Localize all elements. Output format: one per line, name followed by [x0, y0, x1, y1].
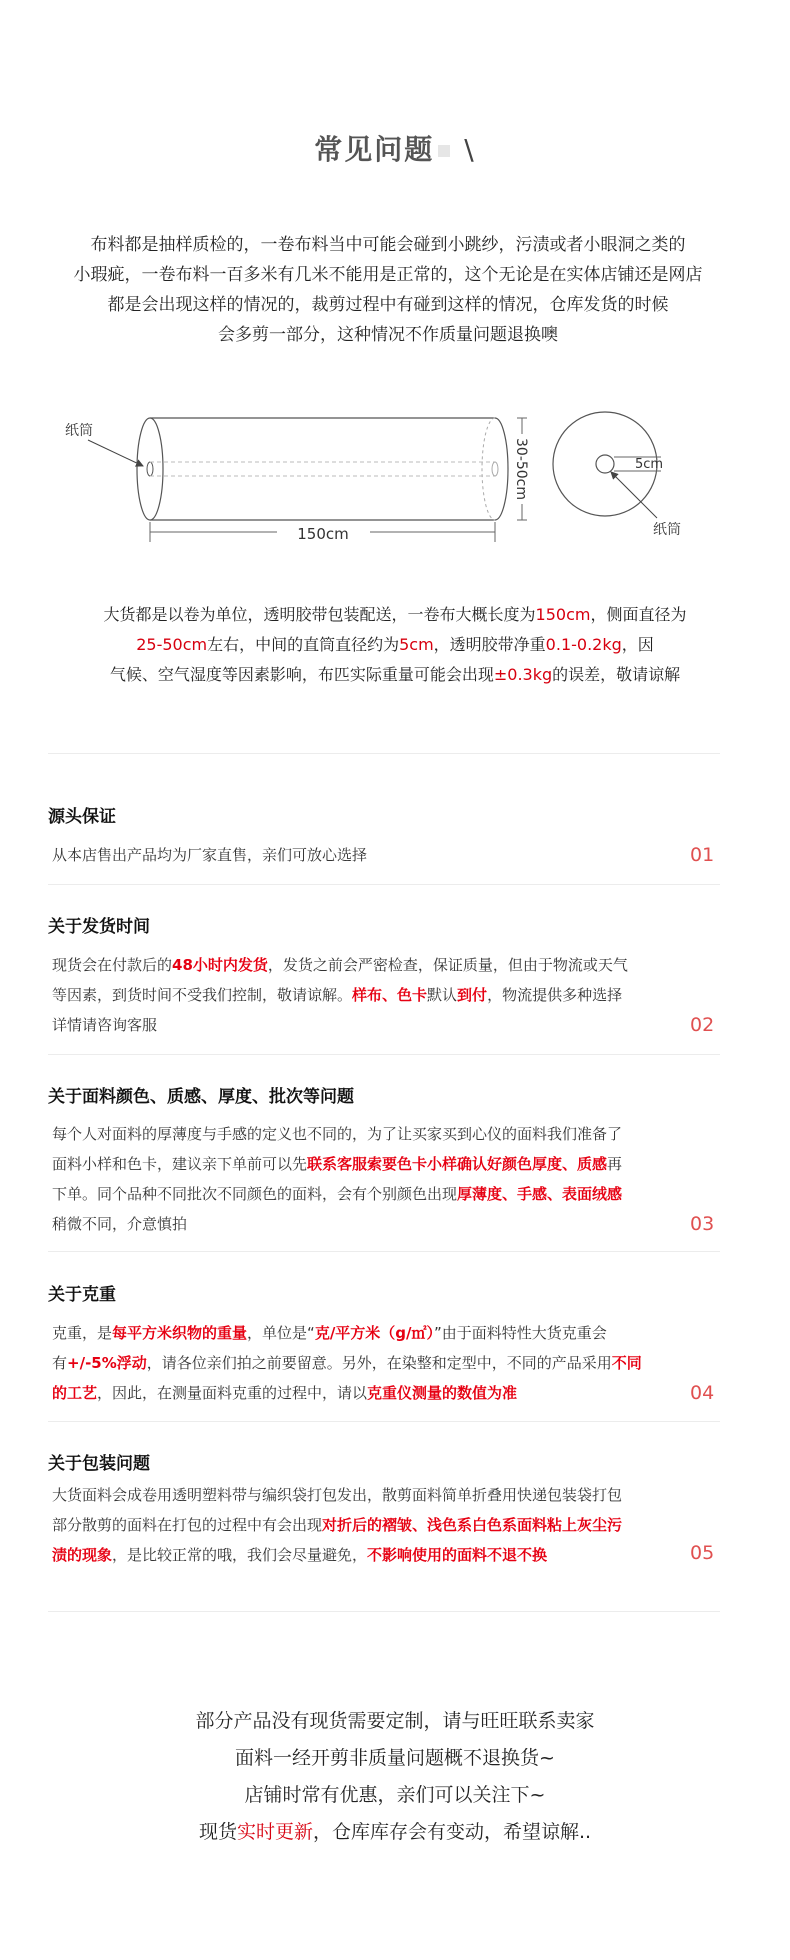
highlight-text: 48小时内发货 — [172, 956, 268, 974]
highlight-text: 克/平方米（g/㎡） — [314, 1324, 435, 1342]
diameter-label: 30-50cm — [513, 437, 529, 501]
section-text: ，因此，在测量面料克重的过程中，请以 — [97, 1384, 368, 1402]
section-number: 01 — [690, 844, 715, 866]
section-text: 克重，是 — [52, 1324, 113, 1342]
desc-text: ，侧面直径为 — [590, 605, 687, 624]
highlight-text: 不同 — [611, 1354, 642, 1372]
section-line — [52, 980, 672, 1010]
intro-line: 小瑕疵，一卷布料一百多米有几米不能用是正常的，这个无论是在实体店铺还是网店 — [73, 265, 703, 285]
desc-line-1 — [70, 600, 720, 630]
section-text: ，是比较正常的哦，我们会尽量避免， — [112, 1546, 368, 1564]
highlight-text: 渍的现象 — [52, 1546, 113, 1564]
divider — [48, 1421, 720, 1422]
section-title-source: 源头保证 — [48, 807, 116, 827]
divider — [48, 1611, 720, 1612]
section-line — [52, 1010, 672, 1040]
highlight-text: 克重仪测量的数值为准 — [367, 1384, 518, 1402]
section-text: 面料小样和色卡，建议亲下单前可以先 — [52, 1155, 308, 1173]
section-line — [52, 1179, 672, 1209]
desc-text: ，透明胶带净重 — [433, 635, 546, 654]
divider — [48, 884, 720, 885]
section-number: 05 — [690, 1542, 715, 1564]
section-text: ”由于面料特性大货克重会 — [434, 1324, 607, 1342]
section-text: 从本店售出产品均为厂家直售，亲们可放心选择 — [52, 846, 368, 864]
desc-text: 左右，中间的直筒直径约为 — [207, 635, 400, 654]
section-text: 部分散剪的面料在打包的过程中有会出现 — [52, 1516, 323, 1534]
desc-line-3 — [70, 660, 720, 690]
tube-label-right: 纸筒 — [653, 522, 681, 538]
footer-highlight: 实时更新 — [236, 1821, 313, 1843]
section-body-source — [52, 840, 672, 870]
section-text: 有 — [52, 1354, 68, 1372]
highlight-text: 样布、色卡 — [352, 986, 428, 1004]
footer-line: 店铺时常有优惠，亲们可以关注下~ — [244, 1784, 546, 1806]
roll-side-view — [137, 418, 508, 520]
section-text: ，请各位亲们拍之前要留意。另外，在染整和定型中，不同的产品采用 — [146, 1354, 612, 1372]
desc-text: 气候、空气湿度等因素影响，布匹实际重量可能会出现 — [109, 665, 494, 684]
section-text: 稍微不同，介意慎拍 — [52, 1215, 188, 1233]
section-line — [52, 1209, 672, 1239]
page-title — [0, 128, 790, 168]
divider — [48, 753, 720, 754]
diameter-value: 25-50cm — [136, 635, 208, 654]
fabric-roll-diagram — [55, 400, 681, 550]
section-body-packaging — [52, 1480, 672, 1570]
section-line — [52, 1149, 672, 1179]
section-title-fabric-quality: 关于面料颜色、质感、厚度、批次等问题 — [48, 1087, 354, 1107]
section-text: ，单位是“ — [247, 1324, 315, 1342]
section-title-packaging: 关于包装问题 — [48, 1454, 150, 1474]
highlight-text: 对折后的褶皱、浅色系白色系面料粘上灰尘污 — [322, 1516, 623, 1534]
section-text: 现货会在付款后的 — [52, 956, 173, 974]
intro-line: 布料都是抽样质检的，一卷布料当中可能会碰到小跳纱，污渍或者小眼洞之类的 — [90, 235, 686, 255]
section-body-shipping — [52, 950, 672, 1040]
highlight-text: +/-5%浮动 — [67, 1354, 147, 1372]
tube-label-left: 纸筒 — [65, 423, 93, 439]
desc-line-2 — [70, 630, 720, 660]
weight-error-value: ±0.3kg — [493, 665, 553, 684]
section-text: 默认 — [427, 986, 458, 1004]
highlight-text: 厚薄度、手感、表面绒感 — [457, 1185, 623, 1203]
desc-text: 大货都是以卷为单位，透明胶带包装配送，一卷布大概长度为 — [103, 605, 536, 624]
footer-line: 部分产品没有现货需要定制，请与旺旺联系卖家 — [195, 1710, 595, 1732]
section-number: 03 — [690, 1213, 715, 1235]
title-square-decoration — [438, 145, 450, 157]
section-title-weight: 关于克重 — [48, 1285, 116, 1305]
length-value: 150cm — [535, 605, 591, 624]
length-label: 150cm — [297, 525, 349, 543]
section-line — [52, 950, 672, 980]
highlight-text: 到付 — [457, 986, 488, 1004]
section-body-weight — [52, 1318, 672, 1408]
core-diameter-label: 5cm — [635, 457, 664, 472]
section-body-fabric-quality — [52, 1119, 672, 1239]
section-line — [52, 1348, 672, 1378]
section-line — [52, 1510, 672, 1540]
section-text: ，物流提供多种选择 — [487, 986, 623, 1004]
intro-line: 都是会出现这样的情况的，裁剪过程中有碰到这样的情况，仓库发货的时候 — [107, 295, 669, 315]
intro-paragraph — [48, 230, 728, 350]
page-title-text: 常见问题 — [314, 133, 435, 166]
title-slash-decoration: \ — [464, 133, 476, 166]
section-number: 04 — [690, 1382, 715, 1404]
section-text: 再 — [607, 1155, 623, 1173]
section-text: 大货面料会成卷用透明塑料带与编织袋打包发出，散剪面料简单折叠用快递包装袋打包 — [52, 1486, 623, 1504]
tube-arrow-left — [88, 440, 143, 466]
section-title-shipping: 关于发货时间 — [48, 917, 150, 937]
desc-text: ，因 — [621, 635, 654, 654]
section-text: 详情请咨询客服 — [52, 1016, 158, 1034]
section-text: ，发货之前会严密检查，保证质量，但由于物流或天气 — [267, 956, 628, 974]
highlight-text: 每平方米织物的重量 — [112, 1324, 248, 1342]
footer-text: ，仓库库存会有变动，希望谅解.. — [312, 1821, 592, 1843]
footer-line — [0, 1814, 790, 1851]
section-text: 下单。同个品种不同批次不同颜色的面料，会有个别颜色出现 — [52, 1185, 458, 1203]
section-line — [52, 1480, 672, 1510]
divider — [48, 1054, 720, 1055]
footer-text: 现货 — [198, 1821, 237, 1843]
tape-weight-value: 0.1-0.2kg — [545, 635, 622, 654]
core-value: 5cm — [399, 635, 434, 654]
bulk-description — [70, 600, 720, 690]
section-line — [52, 1540, 672, 1570]
footer-line: 面料一经开剪非质量问题概不退换货~ — [235, 1747, 555, 1769]
highlight-text: 的工艺 — [52, 1384, 98, 1402]
highlight-text: 不影响使用的面料不退不换 — [367, 1546, 548, 1564]
desc-text: 的误差，敬请谅解 — [552, 665, 681, 684]
divider — [48, 1251, 720, 1252]
section-text: 等因素，到货时间不受我们控制，敬请谅解。 — [52, 986, 353, 1004]
section-line — [52, 1378, 672, 1408]
footer-notice — [0, 1703, 790, 1851]
intro-line: 会多剪一部分，这种情况不作质量问题退换噢 — [218, 325, 558, 345]
section-line — [52, 1318, 672, 1348]
highlight-text: 联系客服索要色卡小样确认好颜色厚度、质感 — [307, 1155, 608, 1173]
section-text: 每个人对面料的厚薄度与手感的定义也不同的，为了让买家买到心仪的面料我们准备了 — [52, 1125, 623, 1143]
section-line — [52, 1119, 672, 1149]
section-number: 02 — [690, 1014, 715, 1036]
